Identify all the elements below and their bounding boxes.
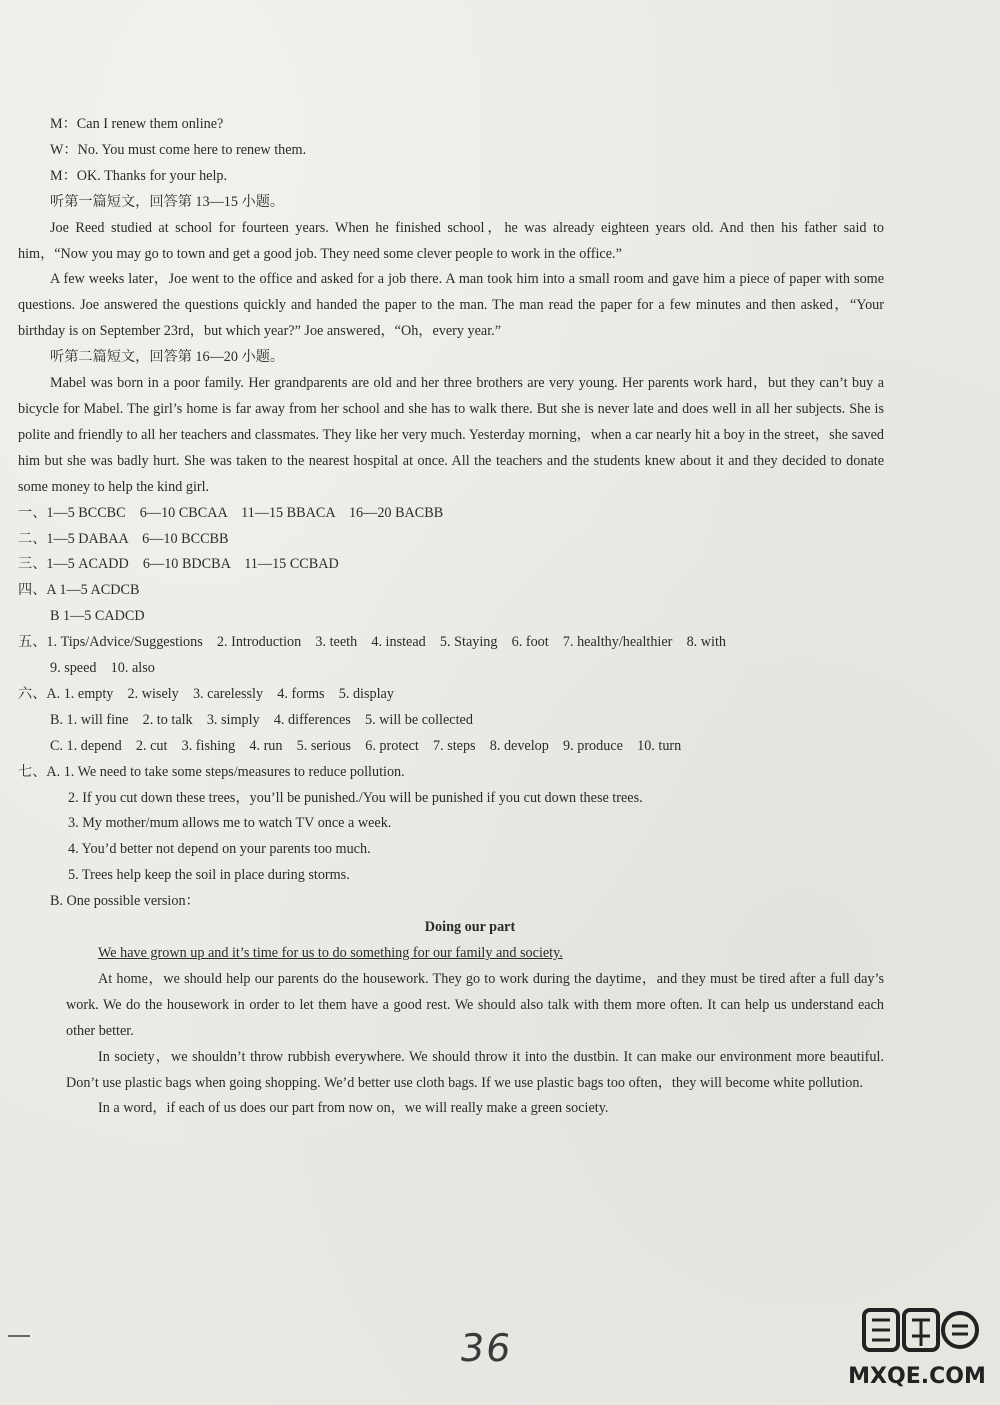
- answer-line: 2. If you cut down these trees，you’ll be punished./You will be punished if you cut down these trees.: [68, 789, 643, 806]
- essay-title: Doing our part: [424, 919, 516, 936]
- dialogue-line: M：Can I renew them online?: [50, 116, 224, 132]
- answer-line: 七、A. 1. We need to take some steps/measures to reduce pollution.: [18, 763, 405, 780]
- answer-line: B 1—5 CADCD: [50, 608, 145, 625]
- answer-line: 三、1—5 ACADD 6—10 BDCBA 11—15 CCBAD: [18, 556, 339, 573]
- essay-lead-text: We have grown up and it’s time for us to do something for our family and society.: [98, 945, 563, 961]
- watermark-site: MXQE.COM: [848, 1364, 986, 1389]
- answer-line: B. 1. will fine 2. to talk 3. simply 4. differences 5. will be collected: [50, 711, 473, 728]
- answer-line: 六、A. 1. empty 2. wisely 3. carelessly 4. forms 5. display: [18, 685, 394, 702]
- answer-line: 3. My mother/mum allows me to watch TV once a week.: [68, 815, 392, 832]
- dialogue-line: M：OK. Thanks for your help.: [50, 167, 228, 184]
- watermark-logo-icon: [860, 1302, 980, 1360]
- section-heading: 听第二篇短文，回答第 16—20 小题。: [50, 349, 285, 366]
- passage-paragraph: Joe Reed studied at school for fourteen years. When he finished school，he was already eighteen years old. And then his father said to him，“Now you may go to town and get a good job. They need some clever people to work in the office.”: [18, 219, 884, 262]
- answer-line: 二、1—5 DABAA 6—10 BCCBB: [18, 530, 229, 547]
- answer-line: 一、1—5 BCCBC 6—10 CBCAA 11—15 BBACA 16—20 BACBB: [18, 504, 444, 521]
- answer-line: 4. You’d better not depend on your parents too much.: [68, 841, 371, 858]
- answer-line: 9. speed 10. also: [50, 660, 155, 677]
- dialogue-line: W：No. You must come here to renew them.: [50, 141, 307, 158]
- essay-lead: [18, 941, 884, 967]
- answer-line: 5. Trees help keep the soil in place during storms.: [68, 867, 350, 884]
- section-heading: 听第一篇短文，回答第 13—15 小题。: [50, 193, 285, 210]
- essay-paragraph: In a word，if each of us does our part from now on，we will really make a green society.: [98, 1100, 609, 1117]
- margin-rule: [8, 1335, 30, 1337]
- passage-paragraph: Mabel was born in a poor family. Her grandparents are old and her three brothers are very young. Her parents work hard，but they can’t buy a bicycle for Mabel. The girl’s home is far away from her school and she has to walk there. But she is never late and does well in all her subjects. She is polite and friendly to all her teachers and classmates. They like her very much. Yesterday morning，when a car nearly hit a boy in the street，she saved him but she was badly hurt. She was taken to the nearest hospital at once. All the teachers and the students knew about it and they decided to donate some money to help the kind girl.: [18, 375, 884, 495]
- passage-paragraph: A few weeks later，Joe went to the office and asked for a job there. A man took him into a small room and gave him a piece of paper with some questions. Joe answered the questions quickly and handed the paper to the man. The man read the paper for a few minutes and then asked，“Your birthday is on September 23rd，but which year?” Joe answered，“Oh，every year.”: [18, 271, 884, 340]
- answer-line: 四、A 1—5 ACDCB: [18, 582, 140, 599]
- page-content: [18, 112, 884, 1122]
- page-number: 36: [456, 1326, 516, 1370]
- watermark: [842, 1300, 992, 1400]
- essay-paragraph: At home，we should help our parents do the housework. They go to work during the daytime，and they must be tired after a full day’s work. We do the housework in order to let them have a good rest. We should also talk with them more often. It can help us understand each other better.: [66, 970, 884, 1039]
- answer-line: C. 1. depend 2. cut 3. fishing 4. run 5. serious 6. protect 7. steps 8. develop 9. produce 10. turn: [50, 737, 682, 754]
- answer-line: B. One possible version：: [50, 893, 200, 910]
- answer-line: 五、1. Tips/Advice/Suggestions 2. Introduction 3. teeth 4. instead 5. Staying 6. foot 7. healthy/healthier 8. with: [18, 634, 726, 651]
- essay-paragraph: In society，we shouldn’t throw rubbish everywhere. We should throw it into the dustbin. It can make our environment more beautiful. Don’t use plastic bags when going shopping. We’d better use cloth bags. If we use plastic bags too often，they will become white pollution.: [66, 1048, 884, 1091]
